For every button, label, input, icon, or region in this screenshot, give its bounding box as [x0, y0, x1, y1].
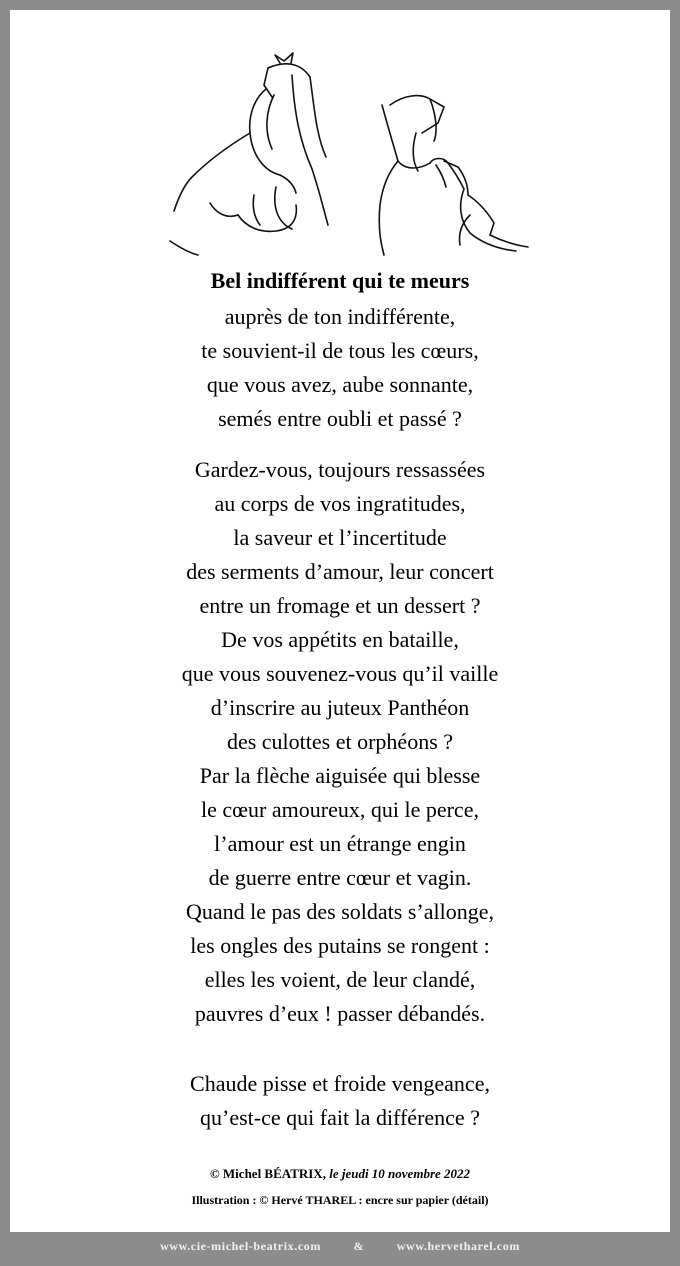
link-hervetharel[interactable]: www.hervetharel.com [396, 1239, 520, 1253]
poem-line: Quand le pas des soldats s’allonge, [186, 899, 494, 924]
poem-line: entre un fromage et un dessert ? [199, 593, 481, 618]
poem-line: d’inscrire au juteux Panthéon [210, 695, 470, 720]
poem-line: de guerre entre cœur et vagin. [208, 865, 472, 890]
poem-line: le cœur amoureux, qui le perce, [201, 797, 479, 822]
ink-drawing-illustration [168, 35, 536, 257]
poem-line: les ongles des putains se rongent : [190, 933, 490, 958]
poem-line: qu’est-ce qui fait la différence ? [200, 1105, 480, 1130]
poem-line: auprès de ton indifférente, [224, 304, 456, 329]
poem-line: De vos appétits en bataille, [221, 627, 459, 652]
link-cie-michel-beatrix[interactable]: www.cie-michel-beatrix.com [160, 1239, 321, 1253]
poem-line: semés entre oubli et passé ? [218, 406, 462, 431]
poem-line: pauvres d’eux ! passer débandés. [194, 1001, 486, 1026]
poem-line: l’amour est un étrange engin [214, 831, 466, 856]
poem-line: la saveur et l’incertitude [233, 525, 447, 550]
poem-stanza-1 [10, 300, 670, 436]
poem-line: Par la flèche aiguisée qui blesse [199, 763, 481, 788]
poem-line: elles les voient, de leur clandé, [204, 967, 476, 992]
poem-line: que vous avez, aube sonnante, [206, 372, 474, 397]
footer-links [0, 1239, 680, 1254]
poem-line: des serments d’amour, leur concert [186, 559, 494, 584]
footer-separator: & [353, 1239, 365, 1253]
author-name: © Michel BÉATRIX, [209, 1166, 326, 1181]
poem-line: Gardez-vous, toujours ressassées [194, 457, 486, 482]
poem-stanza-3 [10, 1067, 670, 1135]
poem-stanza-2 [10, 453, 670, 1031]
author-credit [10, 1166, 670, 1182]
poem-date: le jeudi 10 novembre 2022 [329, 1166, 471, 1181]
poem-card [10, 10, 670, 1232]
poem-line: que vous souvenez-vous qu’il vaille [181, 661, 499, 686]
poem-line: des culottes et orphéons ? [226, 729, 454, 754]
poem-line: te souvient-il de tous les cœurs, [201, 338, 479, 363]
poem-line: au corps de vos ingratitudes, [214, 491, 466, 516]
illustration-credit: Illustration : © Hervé THAREL : encre sur papier (détail) [191, 1193, 489, 1207]
poem-line: Chaude pisse et froide vengeance, [190, 1071, 490, 1096]
poem-title: Bel indifférent qui te meurs [210, 268, 470, 293]
